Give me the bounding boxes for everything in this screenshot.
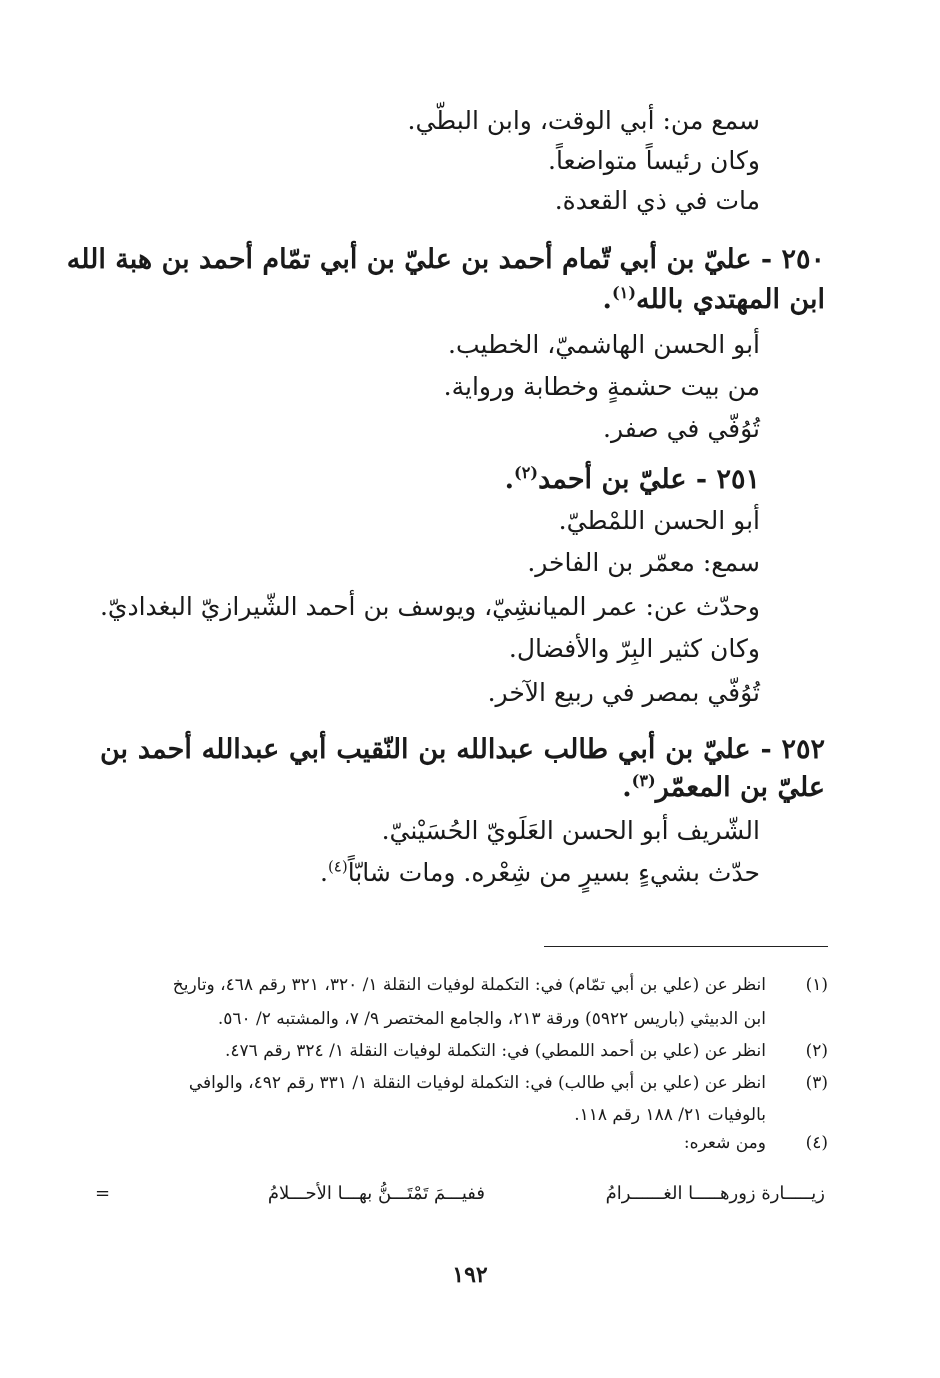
text-line: تُوُفّي في صفر. [603, 414, 760, 443]
text-line: سمع: معمّر بن الفاخر. [527, 548, 760, 577]
poem-continuation-mark: = [95, 1183, 111, 1204]
footnote-text: انظر عن (علي بن أحمد اللمطي) في: التكملة لوفيات النقلة ١/ ٣٢٤ رقم ٤٧٦. [225, 1041, 766, 1061]
heading-end: . [504, 464, 515, 495]
footnote-ref: (٤) [327, 857, 348, 876]
heading-text: عليّ بن المعمّر [655, 772, 825, 803]
text-line: سمع من: أبي الوقت، وابن البطّي. [407, 106, 760, 135]
text-line: أبو الحسن الهاشميّ، الخطيب. [448, 330, 760, 359]
footnote-3-continuation: بالوفيات ٢١/ ١٨٨ رقم ١١٨. [574, 1105, 766, 1125]
heading-text: ٢٥١ - عليّ بن أحمد [538, 464, 760, 495]
footnote-3 [100, 1070, 828, 1096]
footnote-number: (١) [805, 975, 828, 995]
footnote-number: (٤) [805, 1133, 828, 1153]
entry-heading-continuation [622, 770, 825, 806]
entry-heading: ٢٥٢ - عليّ بن أبي طالب عبدالله بن النّقيب أبي عبدالله أحمد بن [100, 734, 825, 765]
text-line: الشّريف أبو الحسن العَلَويّ الحُسَيْنيّ. [381, 816, 760, 845]
text-end: . [319, 858, 328, 887]
footnote-2 [100, 1038, 828, 1064]
footnote-ref: (٢) [514, 463, 539, 482]
footnote-ref: (١) [611, 283, 636, 302]
footnote-text: ومن شعره: [683, 1133, 766, 1153]
footnote-4 [100, 1130, 828, 1156]
text-line: وكان رئيساً متواضعاً. [548, 146, 760, 175]
text-line: وكان كثير البِرّ والأفضال. [508, 634, 760, 663]
footnote-number: (٢) [805, 1041, 828, 1061]
text-line: أبو الحسن اللمْطيّ. [558, 506, 760, 535]
text-line: تُوُفّي بمصر في ربيع الآخر. [487, 678, 760, 707]
entry-heading [505, 462, 760, 498]
footnote-number: (٣) [805, 1073, 828, 1093]
heading-text: ابن المهتدي بالله [636, 284, 825, 315]
entry-heading-continuation [603, 282, 825, 318]
footnote-ref: (٣) [631, 771, 656, 790]
poem-hemistich-second: ففيـــمَ تَمْتَـــنُّ بهـــا الأحـــلامُ [267, 1183, 485, 1204]
text-line [320, 856, 760, 890]
heading-end: . [602, 284, 612, 315]
text-line: من بيت حشمةٍ وخطابة ورواية. [443, 372, 760, 401]
poem-hemistich-first: زيـــــارة زورهـــــا الغــــــرامُ [605, 1183, 825, 1204]
entry-heading: ٢٥٠ - عليّ بن أبي تّمام أحمد بن عليّ بن أبي تمّام أحمد بن هبة الله [66, 244, 825, 275]
footnote-text: انظر عن (علي بن أبي تمّام) في: التكملة لوفيات النقلة ١/ ٣٢٠، ٣٢١ رقم ٤٦٨، وتاريخ [172, 975, 766, 995]
heading-end: . [622, 772, 632, 803]
text-segment: حدّث بشيءٍ بسيرٍ من شِعْره. ومات شابّاً [347, 858, 760, 887]
footnote-1 [100, 972, 828, 998]
text-line: مات في ذي القعدة. [554, 186, 760, 215]
footnote-1-continuation: ابن الدبيثي (باريس ٥٩٢٢) ورقة ٢١٣، والجامع المختصر ٩/ ٧، والمشتبه ٢/ ٥٦٠. [217, 1009, 766, 1029]
footnote-divider [544, 946, 828, 947]
footnote-text: انظر عن (علي بن أبي طالب) في: التكملة لوفيات النقلة ١/ ٣٣١ رقم ٤٩٢، والوافي [188, 1073, 766, 1093]
text-line: وحدّث عن: عمر الميانشِيّ، ويوسف بن أحمد الشّيرازيّ البغداديّ. [99, 592, 760, 621]
page-number: ١٩٢ [452, 1262, 488, 1288]
